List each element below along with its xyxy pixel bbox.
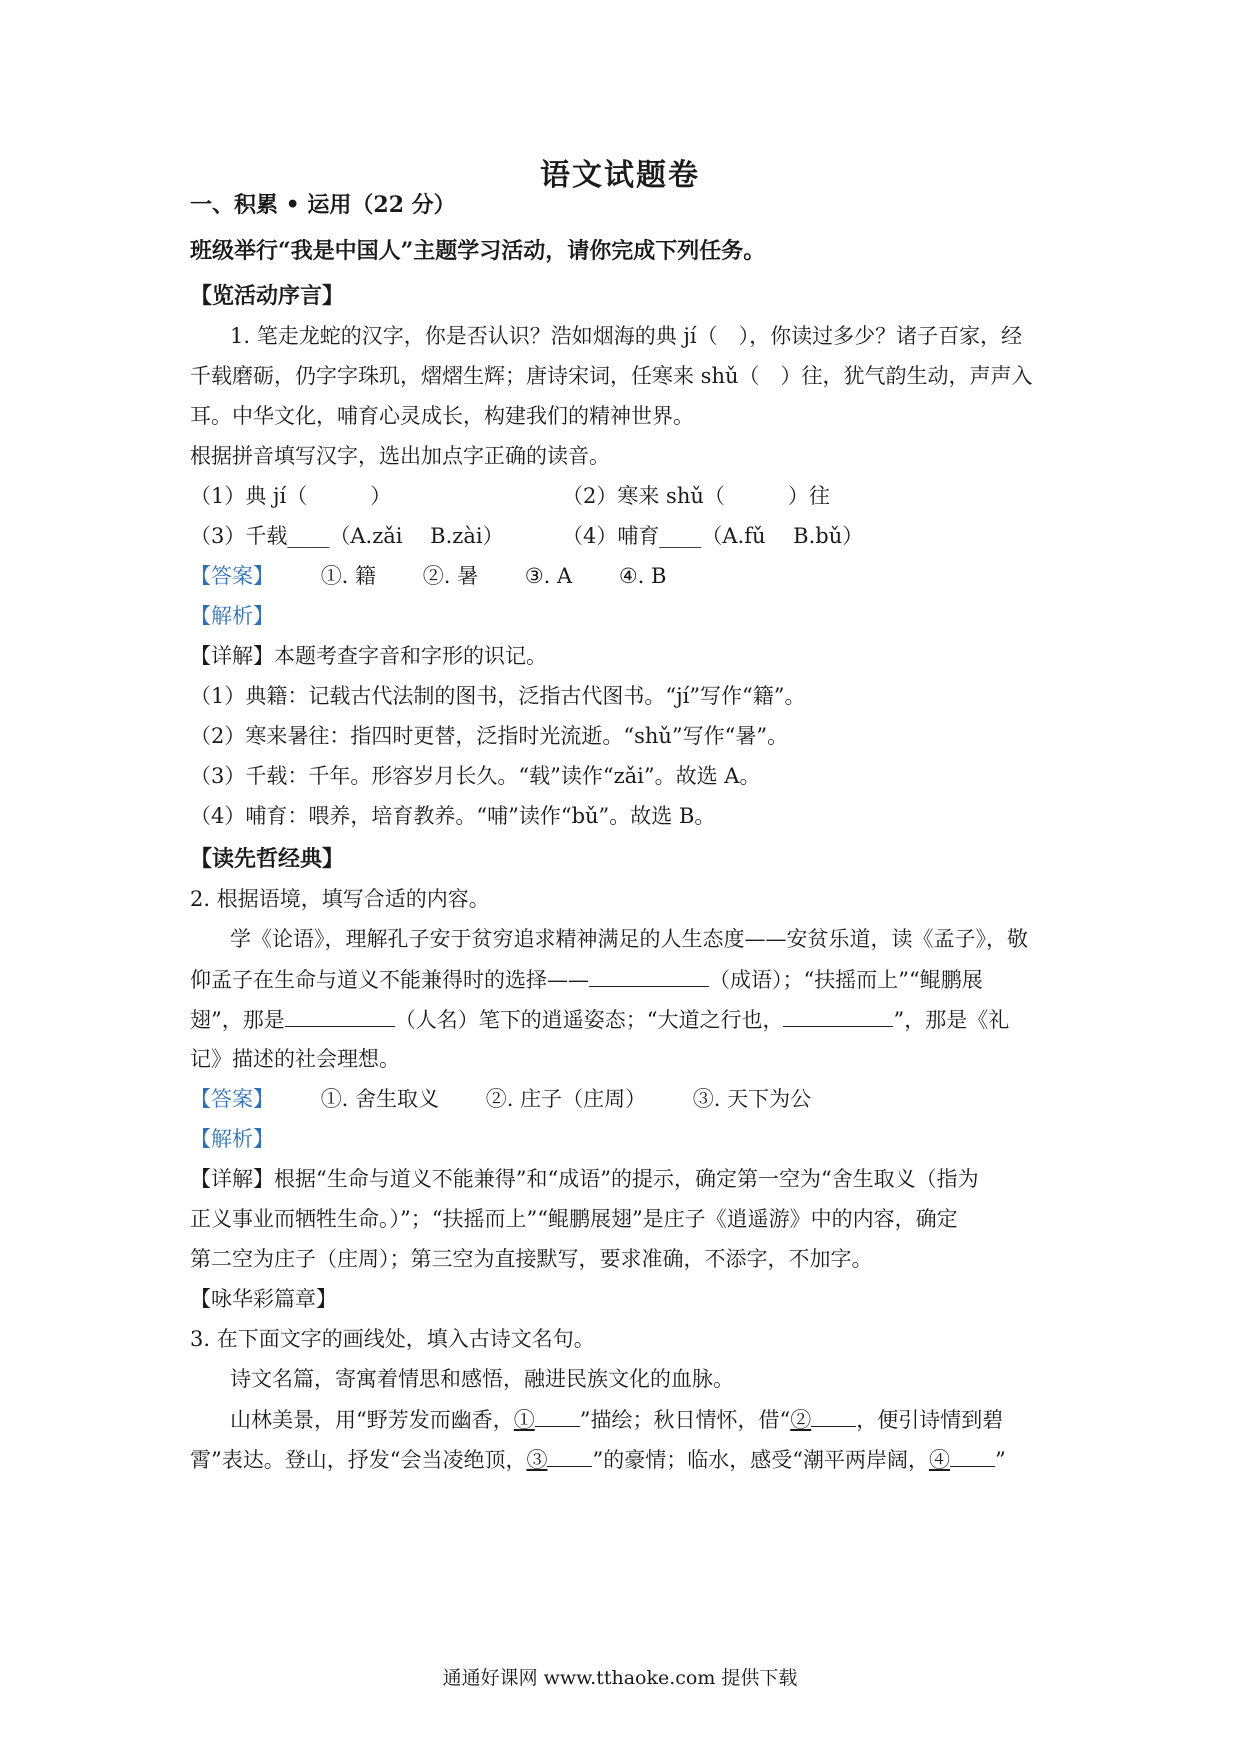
q2-answer-row bbox=[190, 1084, 1060, 1114]
q2-text-line bbox=[190, 964, 1060, 995]
answer-item: ④. B bbox=[618, 564, 667, 588]
q1-option: （1）典 jí（ ） bbox=[190, 484, 392, 508]
q1-text-line: 耳。中华文化，哺育心灵成长，构建我们的精神世界。 bbox=[190, 404, 694, 428]
detail-line: （1）典籍：记载古代法制的图书，泛指古代图书。“jí”写作“籍”。 bbox=[190, 684, 806, 708]
blank-number: ① bbox=[513, 1408, 535, 1432]
analysis-label: 【解析】 bbox=[190, 604, 274, 628]
q2-stem: 2. 根据语境，填写合适的内容。 bbox=[190, 887, 490, 911]
fill-blank bbox=[535, 1404, 580, 1427]
q1-option: （3）千载____（A.zǎi B.zài） bbox=[190, 524, 504, 548]
section-heading: 一、积累 • 运用（22 分） bbox=[190, 192, 456, 218]
blank-number: ② bbox=[790, 1408, 812, 1432]
q1-option: （2）寒来 shǔ（ ）往 bbox=[562, 484, 830, 508]
q1-answer-row bbox=[190, 561, 1060, 591]
answer-item: ③. 天下为公 bbox=[692, 1087, 812, 1111]
detail-line: 正义事业而牺牲生命。）”；“扶摇而上”“鲲鹏展翅”是庄子《逍遥游》中的内容，确定 bbox=[190, 1207, 958, 1231]
fill-blank bbox=[547, 1444, 592, 1467]
subsection-heading: 【览活动序言】 bbox=[190, 283, 345, 309]
answer-item: ①. 舍生取义 bbox=[320, 1087, 440, 1111]
q3-text-line: 诗文名篇，寄寓着情思和感悟，融进民族文化的血脉。 bbox=[230, 1367, 734, 1391]
detail-line: （3）千载：千年。形容岁月长久。“载”读作“zǎi”。故选 A。 bbox=[190, 764, 761, 788]
detail-line: （4）哺育：喂养，培育教养。“哺”读作“bǔ”。故选 B。 bbox=[190, 804, 716, 828]
task-intro: 班级举行“我是中国人”主题学习活动，请你完成下列任务。 bbox=[190, 238, 766, 264]
q3-text: ，便引诗情到碧 bbox=[856, 1408, 1004, 1432]
detail-line: 【详解】根据“生命与道义不能兼得”和“成语”的提示，确定第一空为“舍生取义（指为 bbox=[190, 1167, 979, 1191]
subsection-heading: 【读先哲经典】 bbox=[190, 846, 345, 872]
q3-stem: 3. 在下面文字的画线处，填入古诗文名句。 bbox=[190, 1327, 595, 1351]
detail-line: （2）寒来暑往：指四时更替，泛指时光流逝。“shǔ”写作“暑”。 bbox=[190, 724, 789, 748]
page-title: 语文试题卷 bbox=[540, 158, 700, 193]
analysis-label: 【解析】 bbox=[190, 1127, 274, 1151]
q2-text: 翅”，那是 bbox=[190, 1008, 285, 1032]
q2-text-line: 记》描述的社会理想。 bbox=[190, 1047, 400, 1071]
blank-number: ④ bbox=[928, 1448, 950, 1472]
q2-text-line bbox=[190, 1004, 1060, 1035]
q1-text-line: 1. 笔走龙蛇的汉字，你是否认识？浩如烟海的典 jí（ ），你读过多少？诸子百家，经 bbox=[230, 324, 1023, 348]
fill-blank bbox=[783, 1004, 893, 1027]
q2-text: 仰孟子在生命与道义不能兼得时的选择—— bbox=[190, 968, 589, 992]
detail-line: 【详解】本题考查字音和字形的识记。 bbox=[190, 644, 547, 668]
answer-item: ②. 庄子（庄周） bbox=[485, 1087, 647, 1111]
fill-blank bbox=[589, 964, 709, 987]
q3-text: ” bbox=[994, 1448, 1006, 1472]
detail-line: 第二空为庄子（庄周）；第三空为直接默写，要求准确，不添字，不加字。 bbox=[190, 1247, 873, 1271]
fill-blank bbox=[811, 1404, 856, 1427]
q3-text-line bbox=[230, 1404, 1060, 1435]
blank-number: ③ bbox=[526, 1448, 548, 1472]
q2-text-line: 学《论语》，理解孔子安于贫穷追求精神满足的人生态度——安贫乐道，读《孟子》，敬 bbox=[230, 927, 1028, 951]
q1-option: （4）哺育____（A.fǔ B.bǔ） bbox=[562, 524, 864, 548]
answer-label: 【答案】 bbox=[190, 564, 274, 588]
answer-label: 【答案】 bbox=[190, 1087, 274, 1111]
q3-text: ”的豪情；临水，感受“潮平两岸阔， bbox=[592, 1448, 929, 1472]
answer-item: ②. 暑 bbox=[422, 564, 479, 588]
q1-options-row bbox=[190, 481, 1060, 511]
q2-text: （成语）；“扶摇而上”“鲲鹏展 bbox=[709, 968, 983, 992]
page-footer: 通通好课网 www.tthaoke.com 提供下载 bbox=[442, 1667, 798, 1689]
q3-text-line bbox=[190, 1444, 1060, 1475]
q1-options-row bbox=[190, 521, 1060, 551]
q3-text: 霄”表达。登山，抒发“会当凌绝顶， bbox=[190, 1448, 527, 1472]
fill-blank bbox=[285, 1004, 395, 1027]
answer-item: ①. 籍 bbox=[320, 564, 377, 588]
q1-instruction: 根据拼音填写汉字，选出加点字正确的读音。 bbox=[190, 444, 610, 468]
q2-text: ”，那是《礼 bbox=[893, 1008, 1010, 1032]
fill-blank bbox=[950, 1444, 995, 1467]
q3-text: ”描绘；秋日情怀，借“ bbox=[579, 1408, 791, 1432]
q1-text-line: 千载磨砺，仍字字珠玑，熠熠生辉；唐诗宋词，任寒来 shǔ（ ）往，犹气韵生动，声声入 bbox=[190, 364, 1033, 388]
subsection-heading: 【咏华彩篇章】 bbox=[190, 1287, 337, 1311]
q2-text: （人名）笔下的逍遥姿态；“大道之行也， bbox=[394, 1008, 784, 1032]
q3-text: 山林美景，用“野芳发而幽香， bbox=[230, 1408, 514, 1432]
answer-item: ③. A bbox=[524, 564, 573, 588]
